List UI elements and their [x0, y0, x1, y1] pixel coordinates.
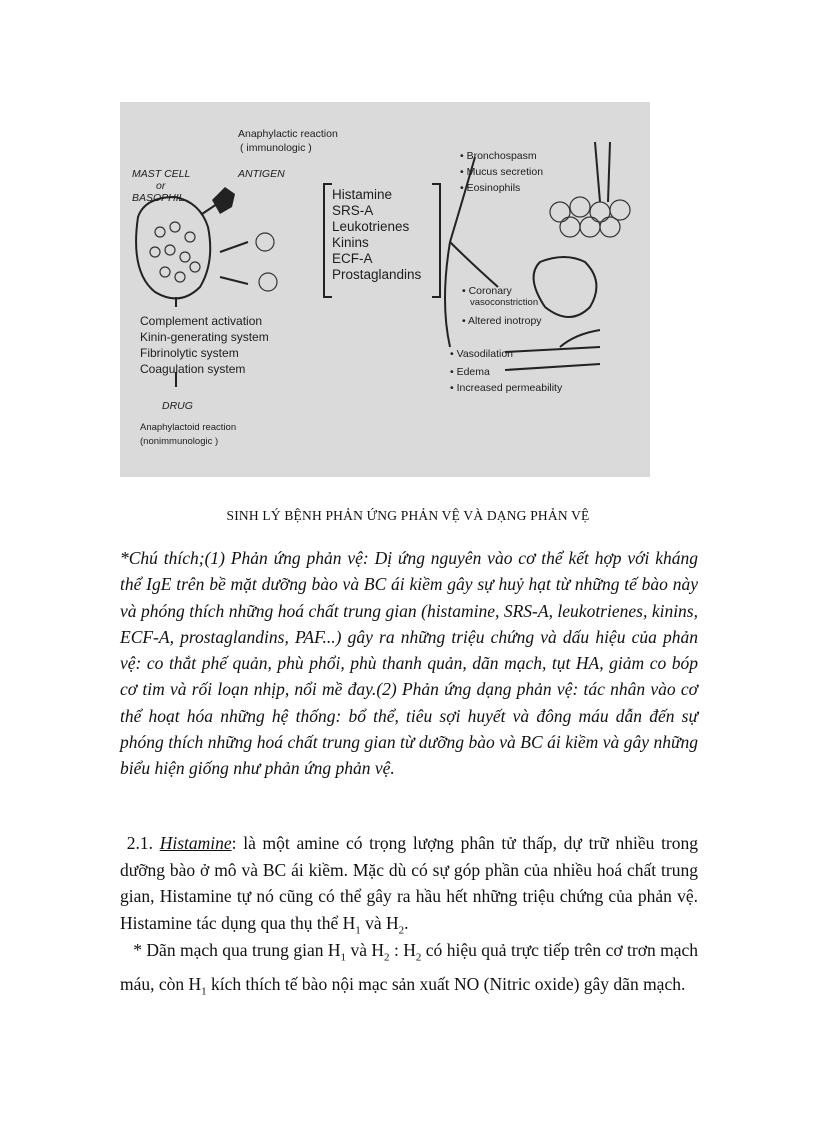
h1-subscript: 1 [201, 985, 207, 998]
mediator-item: Histamine [332, 187, 393, 202]
alveolus [560, 217, 580, 237]
nonimmunologic-label: (nonimmunologic ) [140, 436, 219, 447]
basophil-label: BASOPHIL [132, 192, 185, 204]
granule [175, 272, 185, 282]
figure-note: *Chú thích;(1) Phản ứng phản vệ: Dị ứng nguyên vào cơ thể kết hợp với kháng thể IgE trên bề mặt dưỡng bào và BC ái kiềm gây sự huỷ hạt từ những tế bào này và phóng thích những hoá chất trung gian (histamine, SRS-A, leukotrienes, kinins, ECF-A, prostaglandins, PAF...) gây ra những triệu chứng và dấu hiệu của phản vệ: co thắt phế quản, phù phổi, phù thanh quản, dãn mạch, tụt HA, giảm co bóp cơ tim và rối loạn nhịp, nổi mề đay.(2) Phản ứng dạng phản vệ: tác nhân vào cơ thể hoạt hóa những hệ thống: bổ thể, tiêu sợi huyết và đông máu dẫn đến sự phóng thích những hoá chất trung gian từ dưỡng bào và BC ái kiềm và gây những biểu hiện giống như phản ứng phản vệ. [120, 548, 698, 779]
vessel-effect: • Vasodilation [450, 348, 514, 360]
mediator-item: Prostaglandins [332, 267, 422, 282]
bronchus-outline [595, 142, 610, 202]
granule [170, 222, 180, 232]
bracket-right [432, 184, 440, 297]
drug-label: DRUG [162, 400, 193, 412]
h1-subscript: 1 [340, 951, 347, 964]
mast-cell-label: MAST CELL [132, 168, 191, 180]
alveolus [550, 202, 570, 222]
mediator-item: ECF-A [332, 251, 373, 266]
vasodilation-paragraph [120, 937, 698, 1005]
anaphylaxis-diagram [120, 102, 650, 477]
anaphylactic-label: Anaphylactic reaction [238, 128, 338, 140]
mediator-item: SRS-A [332, 203, 374, 218]
vessel-effect: • Edema [450, 366, 490, 378]
vasodilation-text-a: * Dãn mạch qua trung gian H [133, 940, 341, 960]
or-label: or [156, 180, 166, 192]
diagram-drawing [120, 102, 650, 477]
alveolus [590, 202, 610, 222]
histamine-paragraph [120, 830, 698, 944]
immunologic-label: ( immunologic ) [240, 142, 312, 154]
granule [180, 252, 190, 262]
h2-subscript: 2 [415, 951, 422, 964]
bracket-left [324, 184, 332, 297]
h2-subscript: 2 [384, 951, 390, 964]
activator-item: Coagulation system [140, 362, 246, 376]
section-number: 2.1. [126, 833, 153, 853]
arrow-to-heart [450, 242, 498, 287]
released-granule [256, 233, 274, 251]
activator-item: Kinin-generating system [140, 330, 269, 344]
alveolus [600, 217, 620, 237]
vasodilation-text-d: có hiệu quả trực tiếp trên cơ trơn mạch máu, còn H [120, 940, 699, 994]
mediator-item: Kinins [332, 235, 369, 250]
anaphylactoid-label: Anaphylactoid reaction [140, 422, 237, 433]
lung-effect: • Bronchospasm [460, 150, 537, 162]
heart-effect: vasoconstriction [470, 297, 539, 308]
alveolus [580, 217, 600, 237]
mast-cell-outline [136, 197, 210, 298]
heart-effect: • Altered inotropy [462, 315, 542, 327]
granule [160, 267, 170, 277]
h2-subscript: 2 [398, 924, 405, 936]
histamine-term: Histamine [159, 833, 232, 853]
figure-caption: SINH LÝ BỆNH PHẢN ỨNG PHẢN VỆ VÀ DẠNG PHẢN VỆ [226, 508, 590, 523]
histamine-text: : là một amine có trọng lượng phân tử thấp, dự trữ nhiều trong dưỡng bào ở mô và BC ái kiềm. Mặc dù có sự góp phần của nhiều hoá chất trung gian, Histamine tự nó cũng có thể gây ra hầu hết những triệu chứng của phản vệ. Histamine tác dụng qua thụ thể H [120, 833, 699, 933]
released-granule [259, 273, 277, 291]
lung-effect: • Mucus secretion [460, 166, 544, 178]
granule [190, 262, 200, 272]
granule [165, 245, 175, 255]
antigen-shape [212, 187, 235, 214]
antigen-label: ANTIGEN [238, 168, 285, 180]
and-text: và H [360, 912, 399, 933]
lung-effect: • Eosinophils [460, 182, 521, 194]
h1-subscript: 1 [355, 924, 361, 936]
granule [155, 227, 165, 237]
activator-item: Fibrinolytic system [140, 346, 239, 360]
mediator-item: Leukotrienes [332, 219, 410, 234]
release-arrow-1 [220, 242, 248, 252]
vasodilation-text-e: kích thích tế bào nội mạc sản xuất NO (Nitric oxide) gây dãn mạch. [206, 974, 686, 994]
release-arrow-2 [220, 277, 248, 284]
activator-item: Complement activation [140, 314, 263, 328]
granule [185, 232, 195, 242]
period: . [404, 912, 409, 933]
heart-effect: • Coronary [462, 285, 512, 297]
vessel-branch [560, 330, 600, 347]
vasodilation-text-c: : H [389, 940, 416, 960]
vasodilation-text-b: và H [346, 940, 385, 960]
arrow-to-vessel [445, 242, 450, 347]
alveolus [570, 197, 590, 217]
granule [150, 247, 160, 257]
vessel-effect: • Increased permeability [450, 382, 563, 394]
vessel-outline [505, 347, 600, 370]
heart-outline [534, 257, 597, 317]
